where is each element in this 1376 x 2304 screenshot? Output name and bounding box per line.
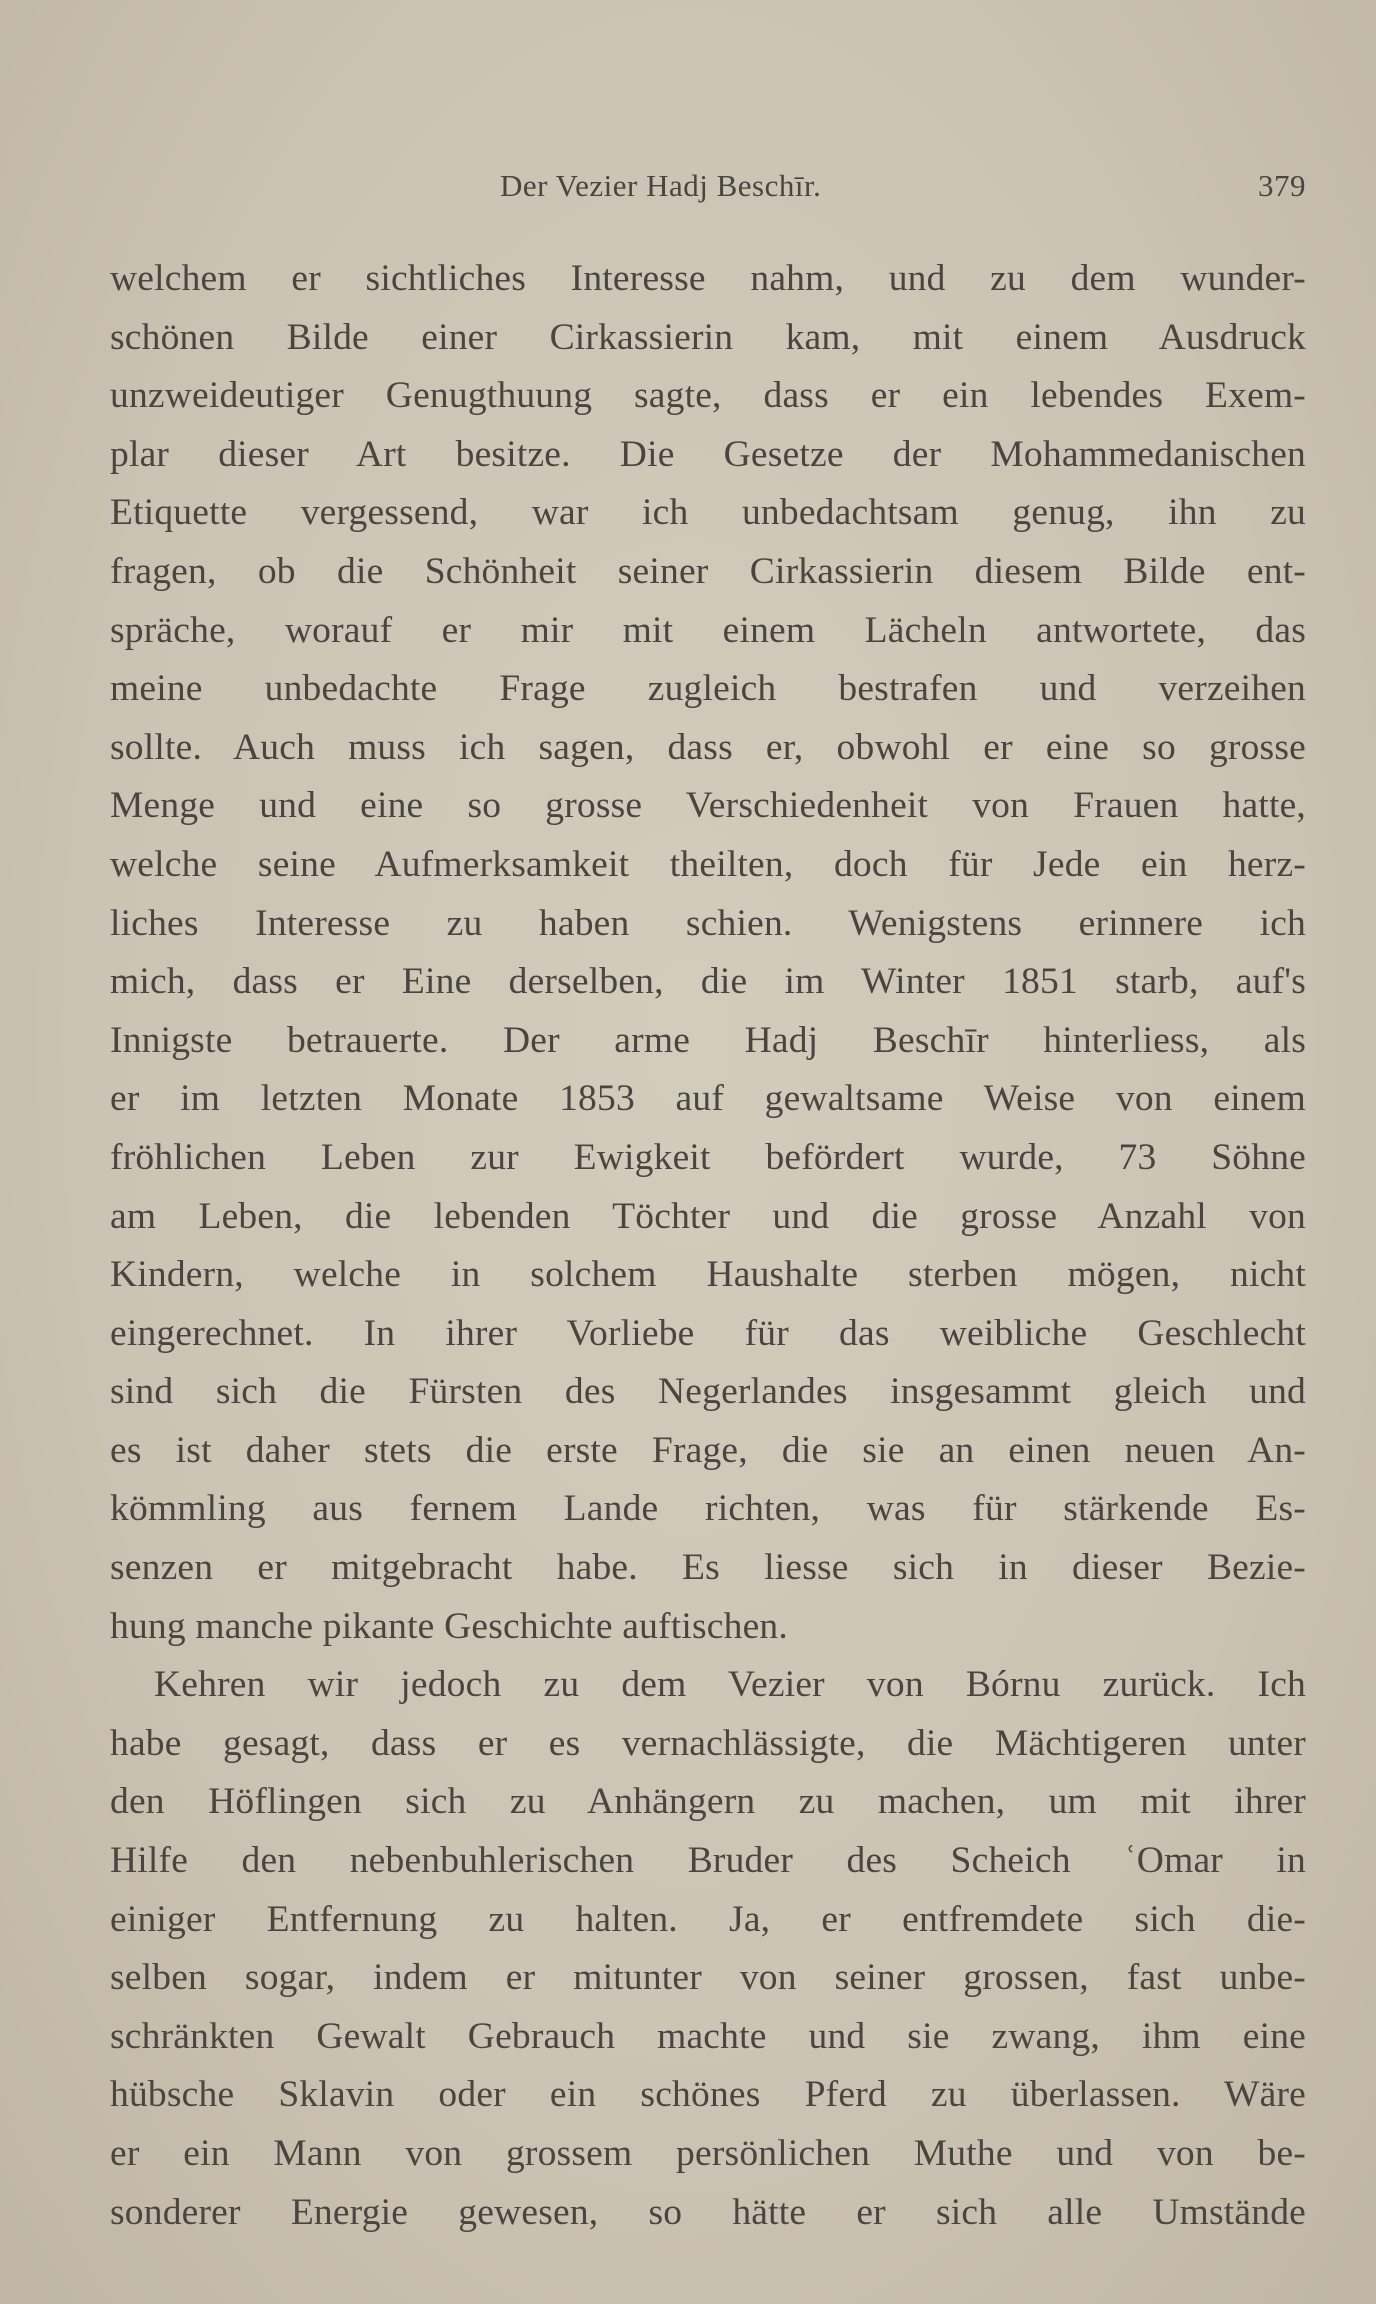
text-line: plar dieser Art besitze. Die Gesetze der Mohammedanischen: [110, 433, 1306, 475]
text-line: Kindern, welche in solchem Haushalte sterben mögen, nicht: [110, 1254, 1306, 1296]
text-line: fröhlichen Leben zur Ewigkeit befördert wurde, 73 Söhne: [110, 1136, 1306, 1178]
text-line: fragen, ob die Schönheit seiner Cirkassierin diesem Bilde ent-: [110, 550, 1306, 592]
text-line: meine unbedachte Frage zugleich bestrafen und verzeihen: [110, 668, 1306, 710]
text-line: einiger Entfernung zu halten. Ja, er entfremdete sich die-: [110, 1898, 1306, 1940]
text-line: er ein Mann von grossem persönlichen Muthe und von be-: [110, 2133, 1306, 2174]
paragraph-end-line: hung manche pikante Geschichte auftischen.: [110, 1605, 788, 1647]
text-line: sonderer Energie gewesen, so hätte er sich alle Umstände: [110, 2191, 1306, 2233]
running-head: [110, 168, 1306, 208]
text-line: am Leben, die lebenden Töchter und die grosse Anzahl von: [110, 1195, 1306, 1237]
text-line: schönen Bilde einer Cirkassierin kam, mit einem Ausdruck: [110, 316, 1306, 358]
text-line: es ist daher stets die erste Frage, die sie an einen neuen An-: [110, 1429, 1306, 1471]
text-line: mich, dass er Eine derselben, die im Winter 1851 starb, auf's: [110, 961, 1306, 1003]
text-line: Menge und eine so grosse Verschiedenheit von Frauen hatte,: [110, 785, 1306, 827]
text-line: selben sogar, indem er mitunter von seiner grossen, fast unbe-: [110, 1957, 1306, 1999]
text-line: welche seine Aufmerksamkeit theilten, doch für Jede ein herz-: [110, 843, 1306, 885]
text-line: unzweideutiger Genugthuung sagte, dass er ein lebendes Exem-: [110, 375, 1306, 417]
text-line: welchem er sichtliches Interesse nahm, und zu dem wunder-: [110, 258, 1306, 299]
text-line: habe gesagt, dass er es vernachlässigte, die Mächtigeren unter: [110, 1722, 1306, 1764]
text-line: den Höflingen sich zu Anhängern zu machen, um mit ihrer: [110, 1781, 1306, 1823]
text-line: sollte. Auch muss ich sagen, dass er, obwohl er eine so grosse: [110, 726, 1306, 768]
text-line: eingerechnet. In ihrer Vorliebe für das weibliche Geschlecht: [110, 1312, 1306, 1354]
text-line: schränkten Gewalt Gebrauch machte und sie zwang, ihm eine: [110, 2015, 1306, 2057]
running-title: Der Vezier Hadj Beschīr.: [500, 168, 822, 203]
text-line: er im letzten Monate 1853 auf gewaltsame Weise von einem: [110, 1078, 1306, 1120]
page-number: 379: [1258, 168, 1306, 203]
text-line: sind sich die Fürsten des Negerlandes insgesammt gleich und: [110, 1371, 1306, 1413]
paragraph-start-line: Kehren wir jedoch zu dem Vezier von Bórnu zurück. Ich: [154, 1664, 1306, 1706]
text-line: hübsche Sklavin oder ein schönes Pferd zu überlassen. Wäre: [110, 2074, 1306, 2116]
text-line: liches Interesse zu haben schien. Wenigstens erinnere ich: [110, 902, 1306, 944]
text-line: Etiquette vergessend, war ich unbedachtsam genug, ihn zu: [110, 492, 1306, 534]
text-line: Innigste betrauerte. Der arme Hadj Beschīr hinterliess, als: [110, 1019, 1306, 1061]
text-line: Hilfe den nebenbuhlerischen Bruder des Scheich ʿOmar in: [110, 1840, 1306, 1882]
text-line: kömmling aus fernem Lande richten, was für stärkende Es-: [110, 1488, 1306, 1530]
text-line: spräche, worauf er mir mit einem Lächeln antwortete, das: [110, 609, 1306, 651]
text-line: senzen er mitgebracht habe. Es liesse sich in dieser Bezie-: [110, 1547, 1306, 1589]
body-text: [110, 250, 1306, 2242]
